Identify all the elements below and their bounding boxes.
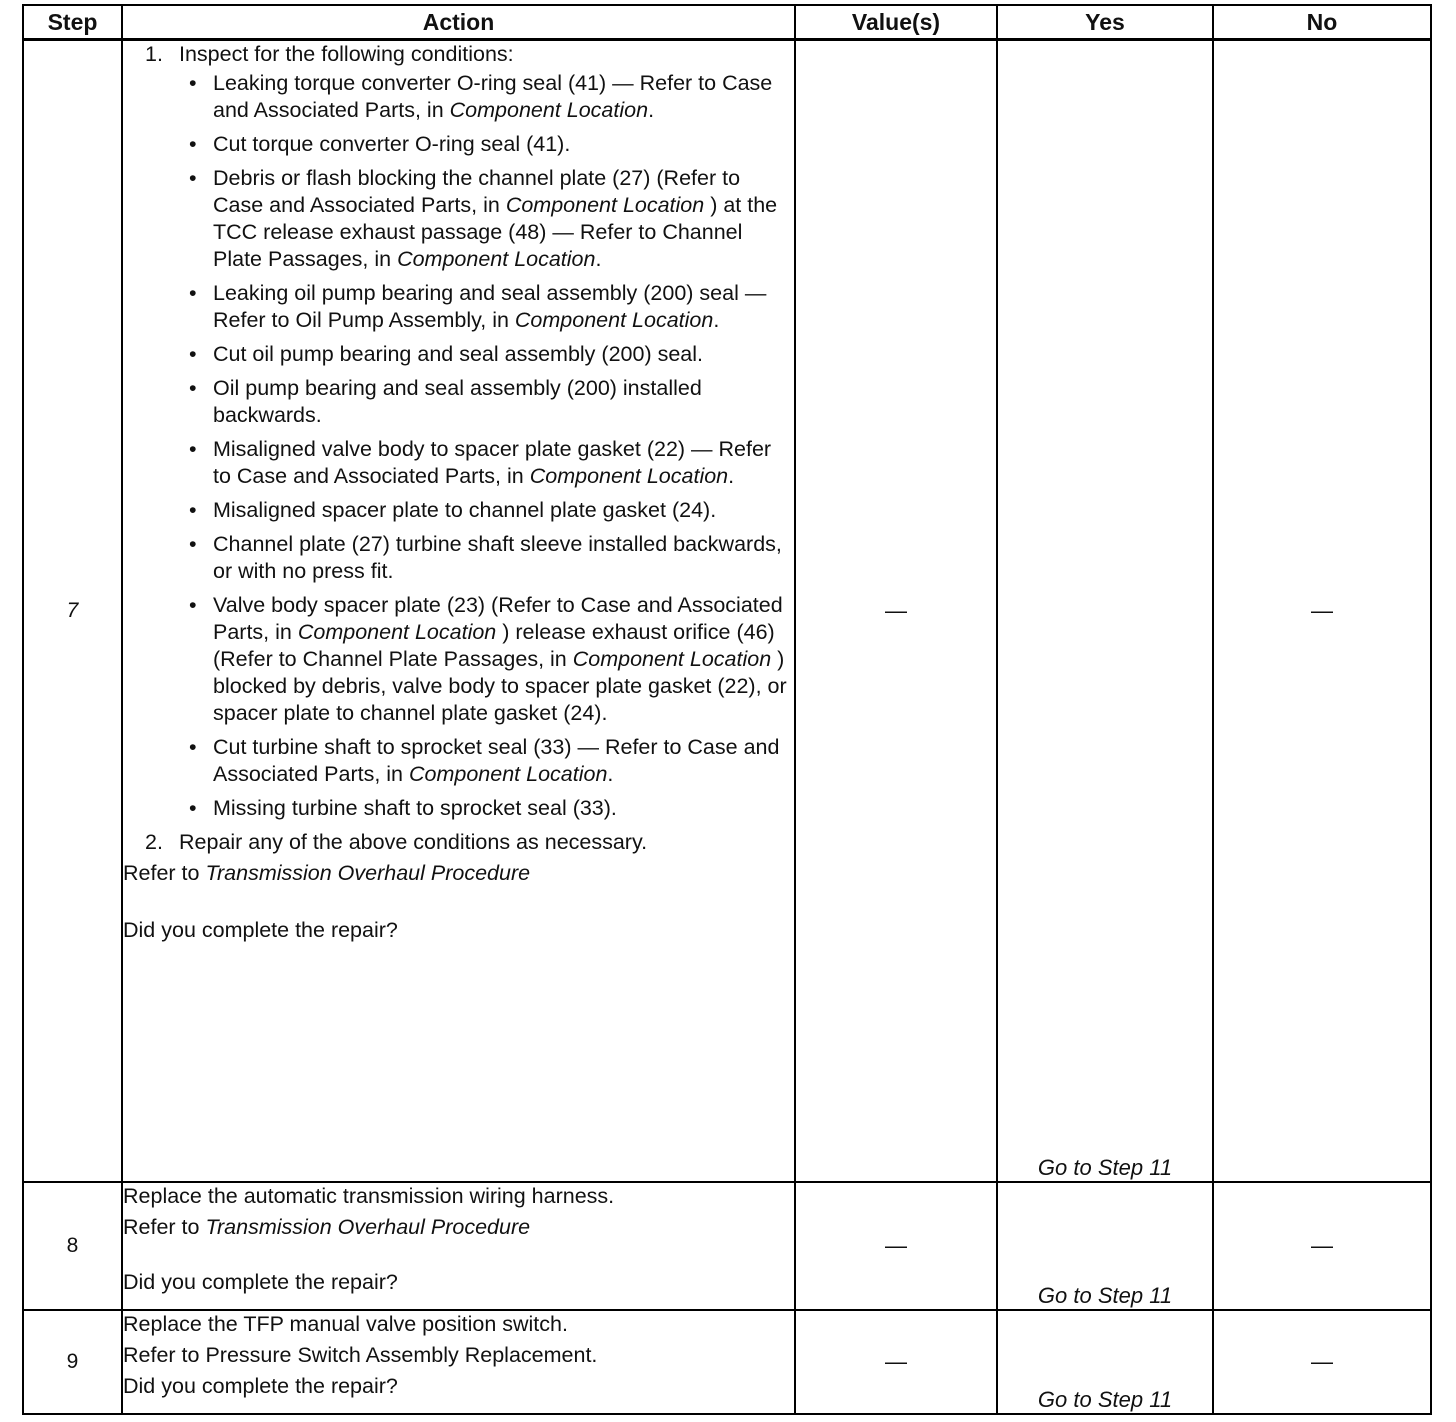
header-no: No: [1213, 5, 1431, 40]
list-item: • Cut oil pump bearing and seal assembly (200) seal.: [189, 342, 703, 366]
refer-line: Refer to Transmission Overhaul Procedure: [123, 1214, 531, 1239]
table-row-step-9: [23, 1310, 1431, 1414]
values-cell: —: [795, 1182, 997, 1310]
bullet-icon: •: [189, 342, 197, 366]
bullet-icon: •: [189, 532, 197, 556]
header-values: Value(s): [795, 5, 997, 40]
no-cell: —: [1213, 1182, 1431, 1310]
question-line: Did you complete the repair?: [123, 1269, 398, 1294]
values-cell: —: [795, 40, 997, 1182]
yes-cell: Go to Step 11: [997, 40, 1213, 1182]
action-cell: [122, 1310, 795, 1414]
numbered-item: [123, 41, 794, 68]
list-item: • Cut turbine shaft to sprocket seal (33) — Refer to Case and Associated Parts, in Component Location.: [189, 735, 780, 786]
step-number: 7: [23, 40, 122, 1182]
action-cell: [122, 1182, 795, 1310]
bullet-icon: •: [189, 498, 197, 522]
numbered-item: [123, 829, 794, 856]
header-row: [23, 5, 1431, 40]
yes-cell: Go to Step 11: [997, 1182, 1213, 1310]
step-number: 9: [23, 1310, 122, 1414]
question-line: Did you complete the repair?: [123, 1373, 398, 1398]
no-cell: —: [1213, 40, 1431, 1182]
bullet-icon: •: [189, 71, 197, 95]
list-item: • Misaligned spacer plate to channel plate gasket (24).: [189, 498, 717, 522]
question-line: Did you complete the repair?: [123, 918, 398, 942]
values-cell: —: [795, 1310, 997, 1414]
bullet-icon: •: [189, 735, 197, 759]
header-action: Action: [122, 5, 795, 40]
list-item: • Channel plate (27) turbine shaft sleeve installed backwards, or with no press fit.: [189, 532, 782, 583]
list-item: • Leaking oil pump bearing and seal assembly (200) seal — Refer to Oil Pump Assembly, in Component Location.: [189, 281, 767, 332]
item-number: 1.: [145, 42, 163, 66]
item-number: 2.: [145, 830, 163, 854]
refer-line: Refer to Pressure Switch Assembly Replacement.: [123, 1342, 598, 1367]
list-item: • Valve body spacer plate (23) (Refer to Case and Associated Parts, in Component Location ) release exhaust orifice (46) (Refer to Channel Plate Passages, in Component Location ) blocked by debris, valve body to spacer plate gasket (22), or spacer plate to channel plate gasket (24).: [189, 593, 787, 725]
list-item: • Oil pump bearing and seal assembly (200) installed backwards.: [189, 376, 702, 427]
bullet-icon: •: [189, 376, 197, 400]
item-text: Repair any of the above conditions as necessary.: [179, 830, 648, 854]
list-item: • Misaligned valve body to spacer plate gasket (22) — Refer to Case and Associated Parts, in Component Location.: [189, 437, 772, 488]
list-item: • Cut torque converter O-ring seal (41).: [189, 132, 571, 156]
item-text: Inspect for the following conditions:: [179, 42, 514, 66]
diagnostic-table: [22, 4, 1432, 1415]
list-item: • Debris or flash blocking the channel plate (27) (Refer to Case and Associated Parts, in Component Location ) at the TCC release exhaust passage (48) — Refer to Channel Plate Passages, in Component Location.: [189, 166, 778, 271]
conditions-list: [123, 70, 794, 822]
bullet-icon: •: [189, 281, 197, 305]
bullet-icon: •: [189, 796, 197, 820]
action-line: Replace the automatic transmission wiring harness.: [123, 1183, 615, 1208]
no-cell: —: [1213, 1310, 1431, 1414]
step-number: 8: [23, 1182, 122, 1310]
yes-cell: Go to Step 11: [997, 1310, 1213, 1414]
refer-line: Refer to Transmission Overhaul Procedure: [123, 861, 531, 885]
table-row-step-8: [23, 1182, 1431, 1310]
list-item: • Leaking torque converter O-ring seal (41) — Refer to Case and Associated Parts, in Component Location.: [189, 71, 773, 122]
bullet-icon: •: [189, 593, 197, 617]
header-yes: Yes: [997, 5, 1213, 40]
action-line: Replace the TFP manual valve position switch.: [123, 1311, 568, 1336]
bullet-icon: •: [189, 437, 197, 461]
bullet-icon: •: [189, 166, 197, 190]
bullet-icon: •: [189, 132, 197, 156]
action-cell: [122, 40, 795, 1182]
table-row-step-7: [23, 40, 1431, 1182]
header-step: Step: [23, 5, 122, 40]
list-item: • Missing turbine shaft to sprocket seal (33).: [189, 796, 617, 820]
